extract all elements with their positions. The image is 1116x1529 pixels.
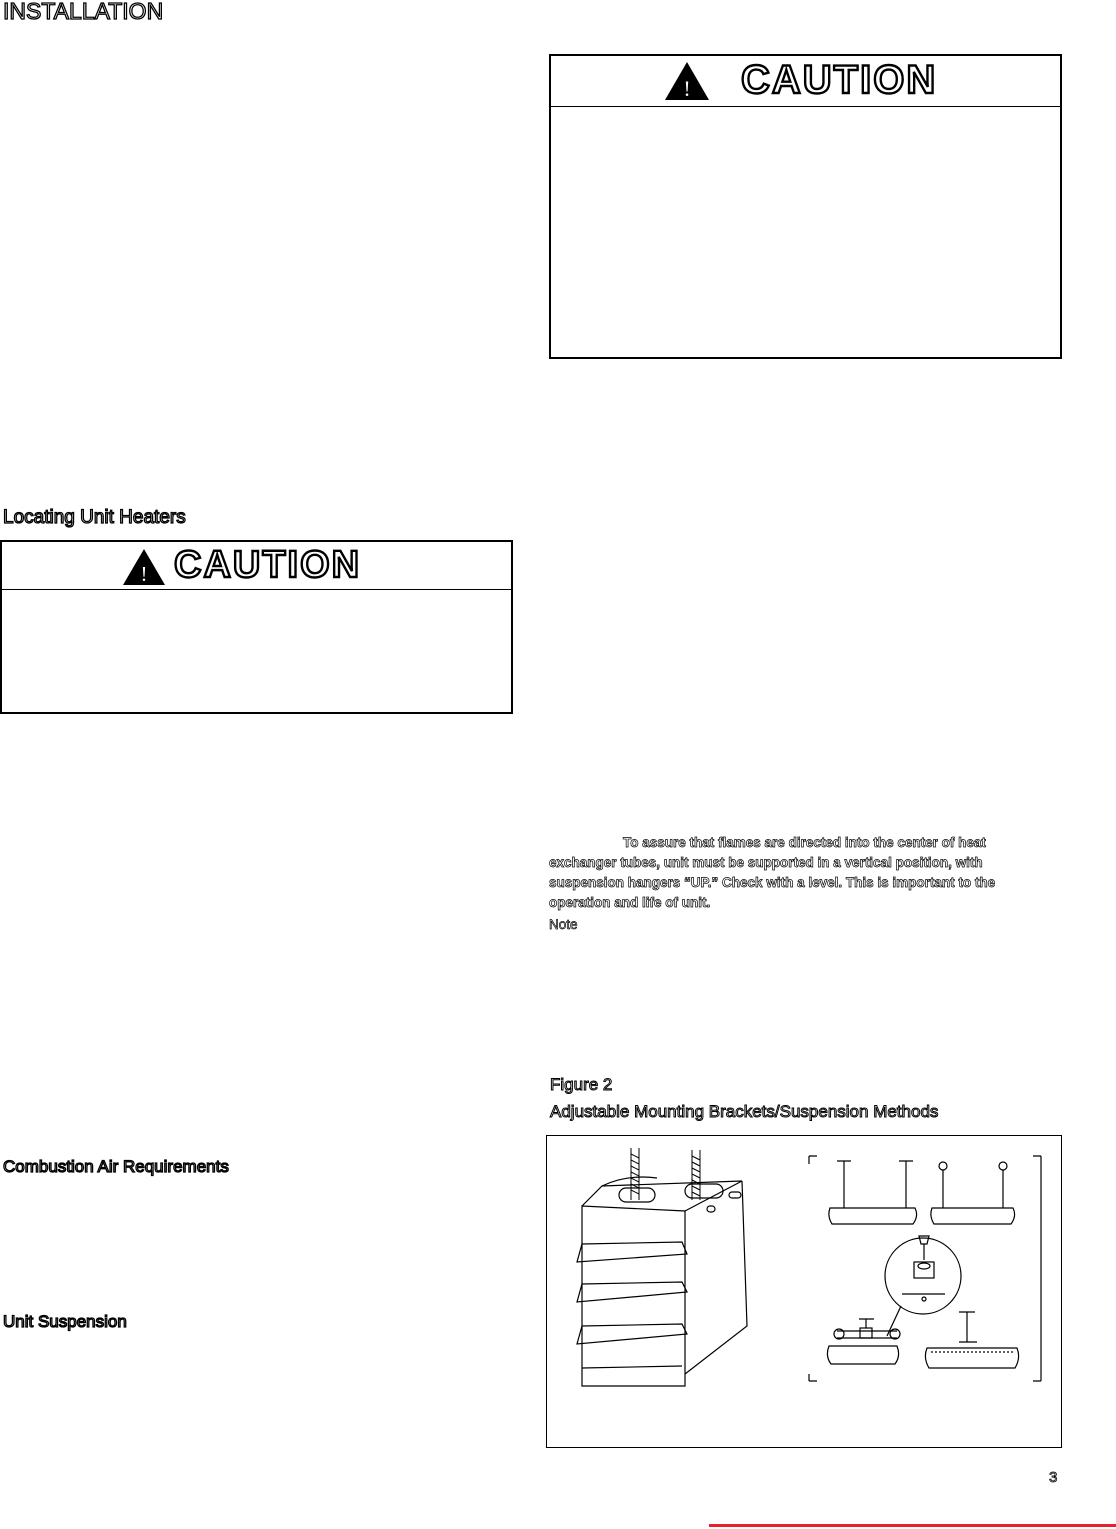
caution-header (551, 56, 1060, 107)
caution-label: CAUTION (741, 58, 938, 102)
notice-paragraph: To assure that flames are directed into the center of heat exchanger tubes, unit must be supported in a vertical position, with suspension hangers “UP.” Check with a level. This is important to the operation and life of unit. (549, 835, 996, 910)
caution-header (2, 542, 511, 590)
section-heading-combustion: Combustion Air Requirements (3, 1157, 229, 1176)
warning-triangle-icon (664, 61, 710, 101)
figure-caption: Adjustable Mounting Brackets/Suspension Methods (550, 1102, 939, 1121)
section-heading-suspension: Unit Suspension (3, 1312, 127, 1331)
caution-box-top (549, 54, 1062, 359)
svg-text:!: ! (140, 562, 148, 586)
section-heading-locating: Locating Unit Heaters (3, 507, 186, 528)
svg-text:!: ! (683, 76, 691, 101)
mounting-brackets-drawing (547, 1136, 1061, 1447)
footer-rule (709, 1524, 1116, 1527)
warning-triangle-icon (122, 548, 166, 586)
caution-box-left (0, 540, 513, 714)
page-title: INSTALLATION (3, 0, 164, 24)
figure-2-illustration (546, 1135, 1062, 1448)
caution-label: CAUTION (174, 544, 362, 586)
note-label: Note (549, 917, 578, 932)
page-number: 3 (1049, 1469, 1058, 1486)
figure-number: Figure 2 (550, 1075, 613, 1094)
